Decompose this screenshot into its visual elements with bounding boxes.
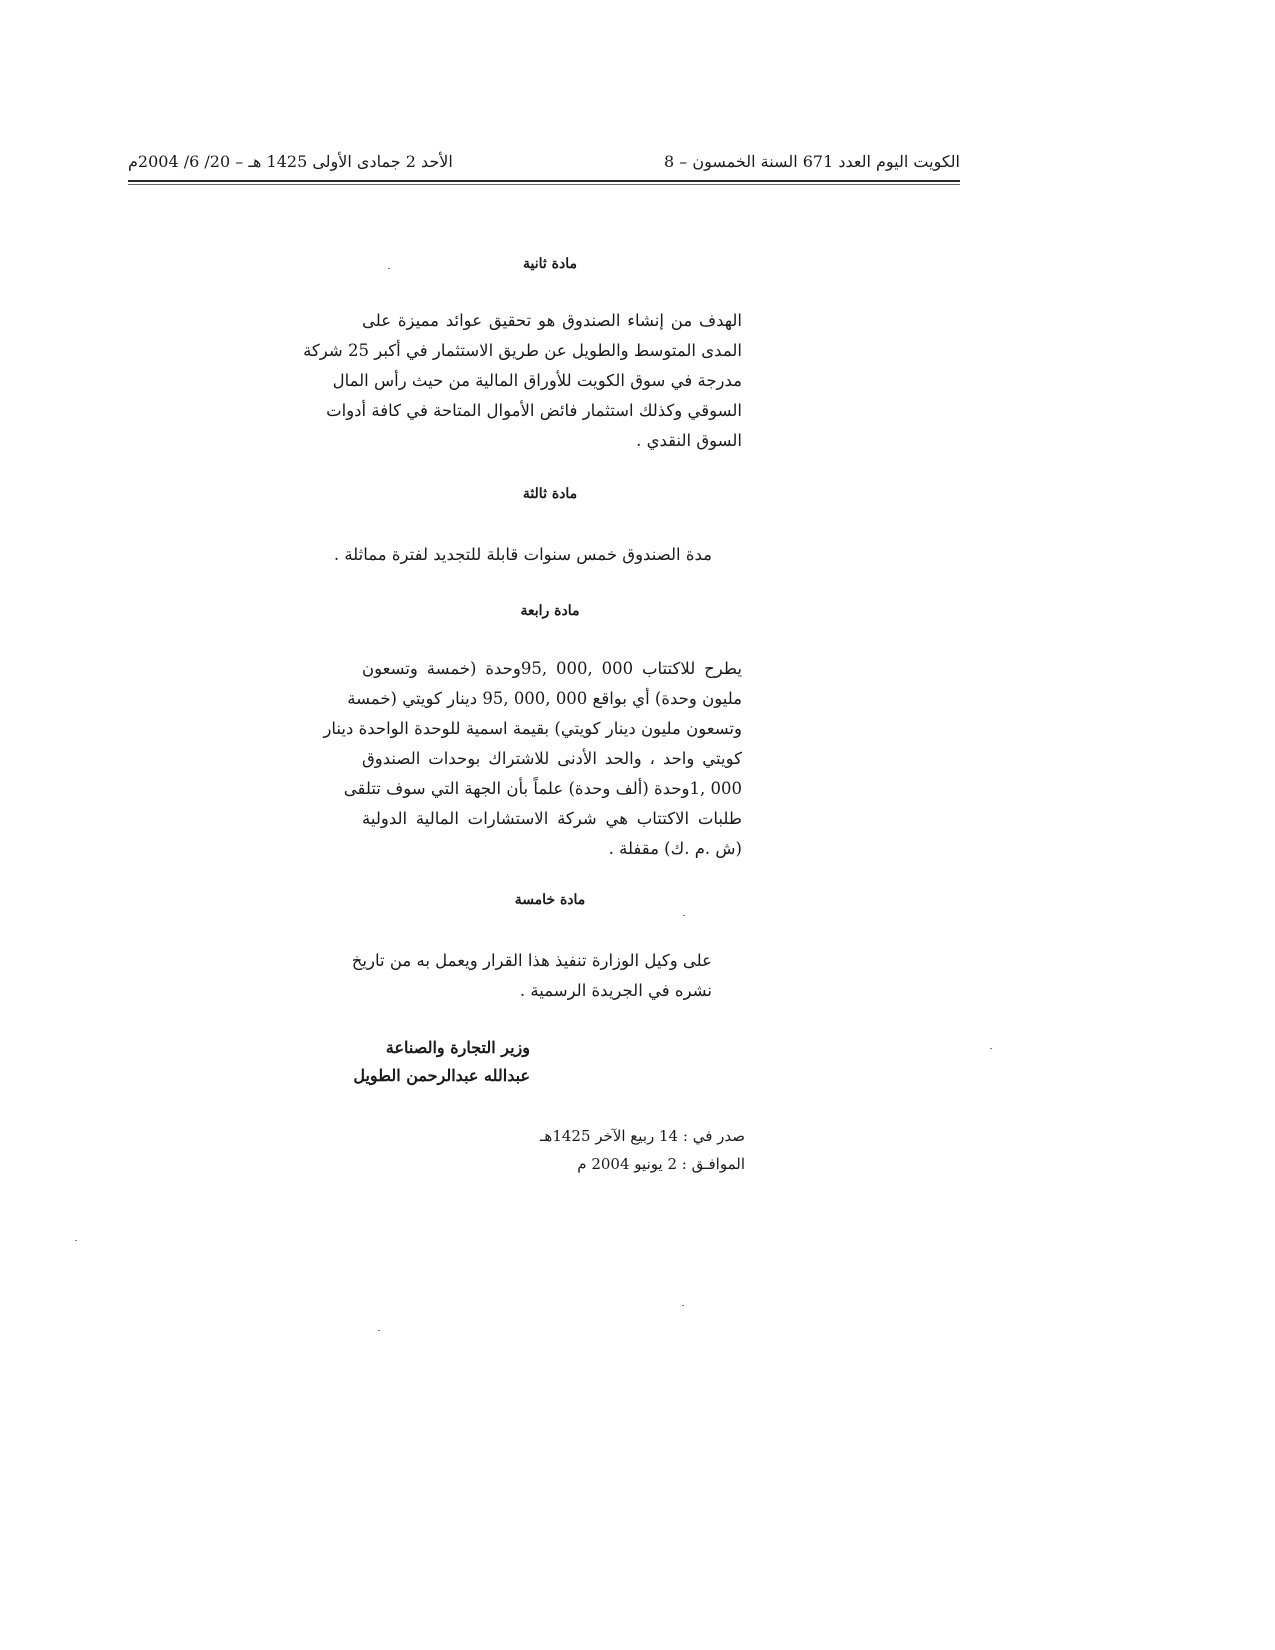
scan-speck bbox=[378, 1330, 380, 1331]
header-issue-info: الكويت اليوم العدد 671 السنة الخمسون – 8 bbox=[664, 152, 960, 171]
article-2-line: السوقي وكذلك استثمار فائض الأموال المتاحة في كافة أدوات bbox=[326, 401, 742, 420]
article-4-line: وتسعون مليون دينار كويتي) بقيمة اسمية للوحدة الواحدة دينار bbox=[323, 719, 742, 738]
scan-speck bbox=[388, 268, 390, 269]
article-2-line: الهدف من إنشاء الصندوق هو تحقيق عوائد مميزة على bbox=[362, 311, 742, 330]
issued-hijri-date: صدر في : 14 ربيع الآخر 1425هـ bbox=[540, 1127, 745, 1145]
article-4-line: مليون وحدة) أي بواقع 000 ,000 ,95 دينار كويتي (خمسة bbox=[347, 689, 742, 708]
scan-speck bbox=[683, 915, 685, 916]
article-2-line: المدى المتوسط والطويل عن طريق الاستثمار في أكبر 25 شركة bbox=[303, 341, 742, 360]
article-4-line: (ش .م .ك) مقفلة . bbox=[608, 839, 742, 858]
article-5-line: نشره في الجريدة الرسمية . bbox=[519, 981, 712, 1000]
header-rule-thin bbox=[128, 184, 960, 185]
article-3-body bbox=[333, 540, 712, 570]
minister-name: عبدالله عبدالرحمن الطويل bbox=[353, 1066, 530, 1085]
header-rule bbox=[128, 180, 960, 182]
scan-speck bbox=[990, 1048, 992, 1049]
article-5-heading: مادة خامسة bbox=[514, 892, 586, 908]
issued-gregorian-date: الموافـق : 2 يونيو 2004 م bbox=[577, 1155, 745, 1173]
article-4-line: طلبات الاكتتاب هي شركة الاستشارات المالية الدولية bbox=[362, 809, 742, 828]
article-5-body bbox=[351, 946, 712, 1006]
article-2-line: مدرجة في سوق الكويت للأوراق المالية من حيث رأس المال bbox=[332, 371, 742, 390]
article-2-heading: مادة ثانية bbox=[523, 256, 577, 272]
article-4-body bbox=[323, 654, 742, 864]
article-4-heading: مادة رابعة bbox=[520, 603, 580, 619]
article-3-line: مدة الصندوق خمس سنوات قابلة للتجديد لفترة مماثلة . bbox=[333, 545, 712, 564]
article-2-body bbox=[303, 306, 742, 456]
article-2-line: السوق النقدي . bbox=[636, 431, 742, 450]
article-3-heading: مادة ثالثة bbox=[522, 486, 578, 502]
header-date: الأحد 2 جمادى الأولى 1425 هـ – 20/ 6/ 2004م bbox=[128, 152, 453, 171]
scan-speck bbox=[75, 1240, 77, 1241]
article-4-line: كويتي واحد ، والحد الأدنى للاشتراك بوحدات الصندوق bbox=[362, 749, 742, 768]
signature-block bbox=[340, 1034, 530, 1090]
article-5-line: على وكيل الوزارة تنفيذ هذا القرار ويعمل به من تاريخ bbox=[351, 951, 712, 970]
minister-title: وزير التجارة والصناعة bbox=[385, 1038, 530, 1057]
article-4-line: 000 ,1وحدة (ألف وحدة) علماً بأن الجهة التي سوف تتلقى bbox=[343, 779, 742, 798]
scan-speck bbox=[682, 1305, 684, 1306]
issue-date-block bbox=[530, 1122, 745, 1178]
article-4-line: يطرح للاكتتاب 000 ,000 ,95وحدة (خمسة وتسعون bbox=[362, 659, 742, 678]
